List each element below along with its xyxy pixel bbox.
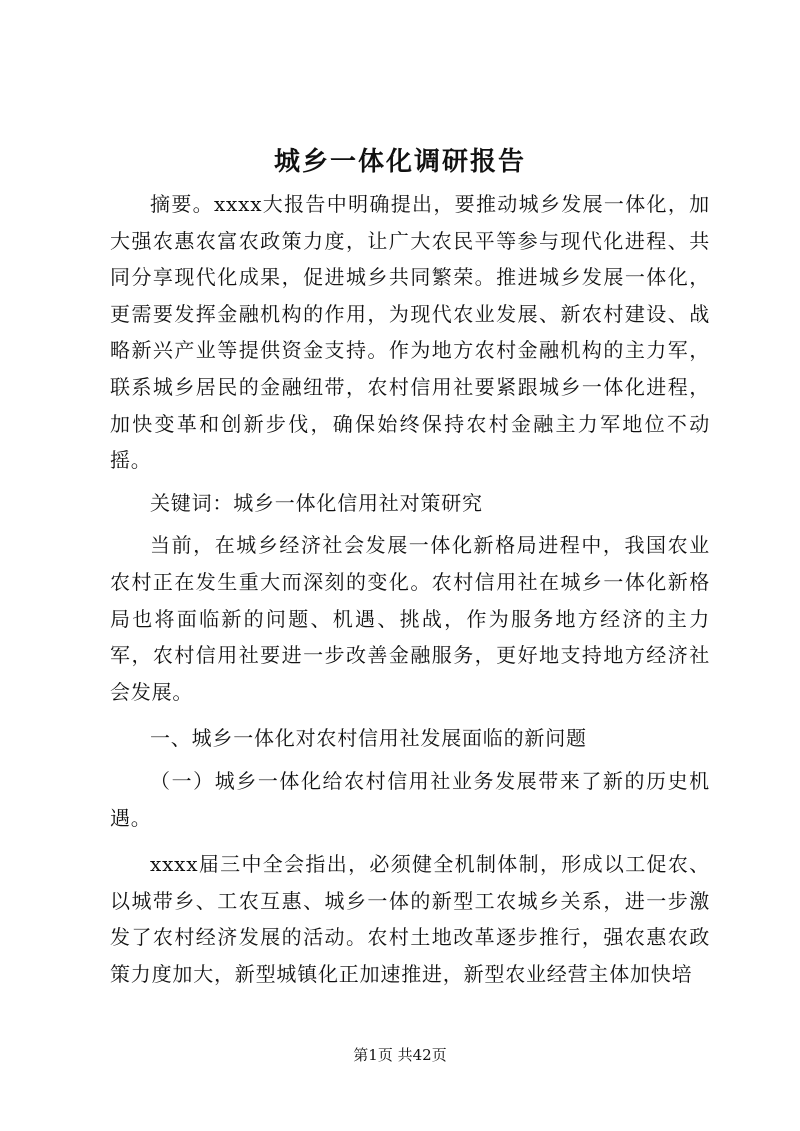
page-footer: 第1页 共42页 (353, 1046, 447, 1064)
body-paragraph: xxxx届三中全会指出，必须健全机制体制，形成以工促农、以城带乡、工农互惠、城乡一体的新型工农城乡关系，进一步激发了农村经济发展的活动。农村土地改革逐步推行，强农惠农政策力度加大，新型城镇化正加速推进，新型农业经营主体加快培 (110, 852, 710, 986)
keywords-paragraph: 关键词：城乡一体化信用社对策研究 (150, 490, 483, 515)
subsection-heading: （一）城乡一体化给农村信用社业务发展带来了新的历史机遇。 (110, 768, 710, 830)
section-heading: 一、城乡一体化对农村信用社发展面临的新问题 (150, 726, 587, 751)
intro-paragraph: 当前，在城乡经济社会发展一体化新格局进程中，我国农业农村正在发生重大而深刻的变化。农村信用社在城乡一体化新格局也将面临新的问题、机遇、挑战，作为服务地方经济的主力军，农村信用社要进一步改善金融服务，更好地支持地方经济社会发展。 (110, 533, 710, 704)
abstract-paragraph: 摘要。xxxx大报告中明确提出，要推动城乡发展一体化，加大强农惠农富农政策力度，让广大农民平等参与现代化进程、共同分享现代化成果，促进城乡共同繁荣。推进城乡发展一体化，更需要发挥金融机构的作用，为现代农业发展、新农村建设、战略新兴产业等提供资金支持。作为地方农村金融机构的主力军，联系城乡居民的金融纽带，农村信用社要紧跟城乡一体化进程，加快变革和创新步伐，确保始终保持农村金融主力军地位不动摇。 (110, 192, 710, 473)
document-title: 城乡一体化调研报告 (273, 147, 526, 177)
document-body (110, 186, 710, 992)
